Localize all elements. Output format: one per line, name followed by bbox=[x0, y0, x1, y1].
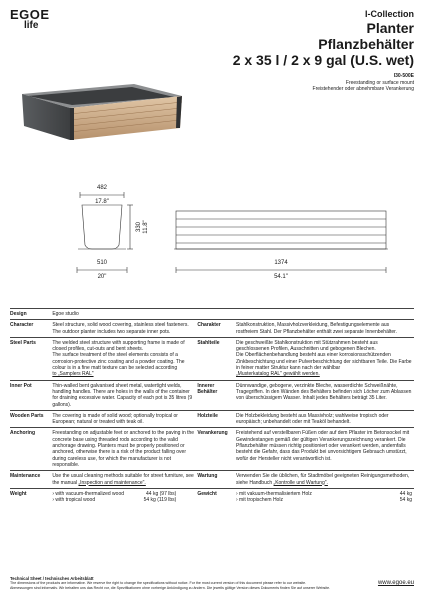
weight-label-de: Gewicht bbox=[197, 490, 217, 497]
row-label-de: Verankerung bbox=[197, 430, 228, 437]
product-desc-en: Freestanding or surface mount bbox=[345, 80, 414, 86]
brand-name: EGOE bbox=[10, 7, 50, 22]
dim-bottom-width-in: 20" bbox=[97, 274, 107, 280]
product-header bbox=[233, 9, 414, 92]
row-label-en: Character bbox=[10, 322, 34, 329]
design-value: Egoe studio bbox=[52, 311, 79, 317]
dim-bottom-width-mm: 510 bbox=[96, 260, 108, 266]
row-label-en: Steel Parts bbox=[10, 339, 36, 346]
weight-de-1-value: 44 kg bbox=[399, 490, 412, 497]
product-capacity: 2 x 35 l / 2 x 9 gal (U.S. wet) bbox=[232, 52, 414, 68]
wartung-link[interactable]: „Kontrolle und Wartung". bbox=[273, 479, 328, 486]
row-text-de bbox=[236, 337, 414, 380]
brand-sub: life bbox=[24, 20, 39, 31]
footer-heading: Technical Sheet / technisches Arbeitsblatt bbox=[10, 576, 94, 581]
dim-height-mm: 330 bbox=[136, 221, 142, 233]
row-text-en-p2: The surface treatment of the steel elements consists of a corrosion-protective zinc coating and a powder coating. The colour is in a fine matt texture can be selected according bbox=[52, 352, 185, 372]
dimension-drawing bbox=[0, 175, 424, 305]
row-label-de: Wartung bbox=[197, 473, 218, 480]
ral-samplers-link[interactable]: to „Samplers RAL" bbox=[52, 371, 94, 378]
footer bbox=[10, 577, 414, 590]
dim-length-in: 54.1" bbox=[274, 274, 288, 280]
weight-de-1-label: › mit vakuum-thermalisiertem Holz bbox=[236, 490, 312, 497]
row-label-en: Maintenance bbox=[10, 473, 41, 480]
row-text-en-p1: The welded steel structure with supporting frame is made of closed profiles, cut-outs and bent sheets. bbox=[52, 339, 185, 353]
weight-en-1-value: 44 kg (97 lbs) bbox=[146, 490, 177, 497]
table-row bbox=[10, 320, 414, 338]
design-label: Design bbox=[10, 311, 27, 317]
maintenance-link[interactable]: „Inspection and maintenance". bbox=[78, 479, 146, 486]
row-label-en: Wooden Parts bbox=[10, 412, 44, 419]
row-text-en: Steel structure, solid wood covering, stainless steel fasteners. The outdoor planter includes two separate inner pots. bbox=[52, 322, 189, 335]
dim-top-width-mm: 482 bbox=[96, 185, 108, 191]
row-text-de: Stahlkonstruktion, Massivholzverkleidung, Befestigungselemente aus rostfreiem Stahl. Der Pflanzbehälter enthält zwei separate Innenbehälter. bbox=[236, 322, 397, 335]
footer-note-de: Abmessungen sind informativ. Wir behalten uns das Recht vor, die Spezifikationen ohne vorherige Ankündigung zu ändern. Die jeweils gültige Version dieses Dokuments finden Sie auf unserer Website. bbox=[10, 585, 331, 590]
weight-label-en: Weight bbox=[10, 490, 27, 497]
row-text-en: Thin-walled bent galvanised sheet metal, watertight welds, handling handles. There are holes in the walls of the container for draining excessive water. Capacity of each pot is 35 litres (9 gallons). bbox=[52, 382, 193, 408]
weight-en-1-label: › with vacuum-thermalized wood bbox=[52, 490, 125, 497]
row-text-de-p1: Die geschweißte Stahlkonstruktion mit Stützrahmen besteht aus geschlossenen Profilen, Ausschnitten und gebogenen Blechen. bbox=[236, 339, 378, 353]
row-text-en bbox=[52, 337, 197, 380]
table-row bbox=[10, 337, 414, 380]
dim-length-mm: 1374 bbox=[274, 260, 288, 266]
table-row bbox=[10, 471, 414, 489]
weight-de bbox=[236, 488, 414, 505]
weight-de-row-2 bbox=[236, 497, 412, 503]
table-row bbox=[10, 309, 414, 320]
row-text-de-p2: Die Oberflächenbehandlung besteht aus einer korrosionsschützenden Zinkbeschichtung und einer Pulverbeschichtung der sichtbaren Teile. Die Farbe in feiner matter Struktur kann nach der wählbar bbox=[236, 352, 412, 372]
row-text-de: Die Holzbekleidung besteht aus Massivholz; wahlweise tropisch oder europäisch; unbehandelt oder mit Teaköl behandelt. bbox=[236, 412, 389, 426]
table-row bbox=[10, 488, 414, 505]
collection-name: I-Collection bbox=[365, 9, 414, 19]
dim-top-width-in: 17.8" bbox=[95, 199, 109, 205]
website-link[interactable]: www.egoe.eu bbox=[377, 580, 414, 586]
weight-de-2-label: › mit tropischem Holz bbox=[236, 497, 283, 504]
weight-en-2-value: 54 kg (119 lbs) bbox=[143, 497, 177, 504]
weight-en bbox=[52, 488, 197, 505]
spec-table bbox=[10, 308, 414, 505]
ral-katalog-link[interactable]: „Musterkatalog RAL" gewählt werden. bbox=[236, 371, 320, 378]
footer-note-en: The dimensions of the products are informative. We reserve the right to change the specifications without notice. For the most current version of this document please refer to our website. bbox=[10, 581, 307, 586]
product-photo bbox=[14, 80, 184, 146]
row-text-en bbox=[52, 471, 197, 489]
row-label-de: Holzteile bbox=[197, 412, 218, 419]
row-text-en: Freestanding on adjustable feet or anchored to the paving in the concrete base using threaded rods according to the valid anchorage drawing. Planters must be properly positioned or anchored, otherwise there is a risk of the product falling over during careless use, for which the manufacturer is not responsible. bbox=[52, 430, 195, 468]
product-title-en: Planter bbox=[366, 20, 414, 36]
product-code: I30-500E bbox=[393, 73, 414, 79]
table-row bbox=[10, 380, 414, 410]
row-text-de: Freistehend auf verstellbaren Füßen oder auf dem Pflaster im Betonsockel mit Gewindestangen gemäß der gültigen Verankerungszeichnung verankert. Die Pflanzbehälter müssen richtig positioniert oder verankert werden, andernfalls besteht die Gefahr, dass das Produkt bei unvorsichtigem Gebrauch umstürzt, wofür der Hersteller nicht verantwortlich ist. bbox=[236, 430, 410, 462]
table-row bbox=[10, 410, 414, 428]
brand-logo bbox=[10, 8, 50, 31]
row-label-en: Inner Pot bbox=[10, 382, 32, 389]
row-label-de: Charakter bbox=[197, 322, 221, 329]
dim-height-in: 11.8" bbox=[143, 220, 149, 234]
row-label-en: Anchoring bbox=[10, 430, 35, 437]
product-title-de: Pflanzbehälter bbox=[318, 36, 414, 52]
row-text-en: The covering is made of solid wood; optionally tropical or European; natural or treated with teak oil. bbox=[52, 412, 178, 426]
row-text-de: Dünnwandige, gebogene, verzinkte Bleche, wasserdichte Schweißnähte, Tragegriffen. In den Wänden des Behälters befinden sich Löcher zum Ablassen von überschüssigem Wasser. Inhalt jedes Behälters beträgt 35 Liter. bbox=[236, 382, 412, 402]
row-text-de bbox=[236, 471, 414, 489]
row-text-en-p1: Use the usual cleaning methods suitable for street furniture, see the manual bbox=[52, 473, 194, 486]
table-row bbox=[10, 428, 414, 471]
weight-en-row-2 bbox=[52, 497, 176, 503]
product-desc-de: Freistehender oder abnehmbare Verankerung bbox=[312, 86, 414, 92]
weight-de-2-value: 54 kg bbox=[399, 497, 412, 504]
row-label-de: Stahlteile bbox=[197, 339, 220, 346]
weight-en-2-label: › with tropical wood bbox=[52, 497, 96, 504]
row-text-de-p1: Verwenden Sie die üblichen, für Stadtmöbel geeigneten Reinigungsmethoden, siehe Handbuch bbox=[236, 473, 410, 486]
row-label-de: Innerer Behälter bbox=[197, 382, 218, 395]
